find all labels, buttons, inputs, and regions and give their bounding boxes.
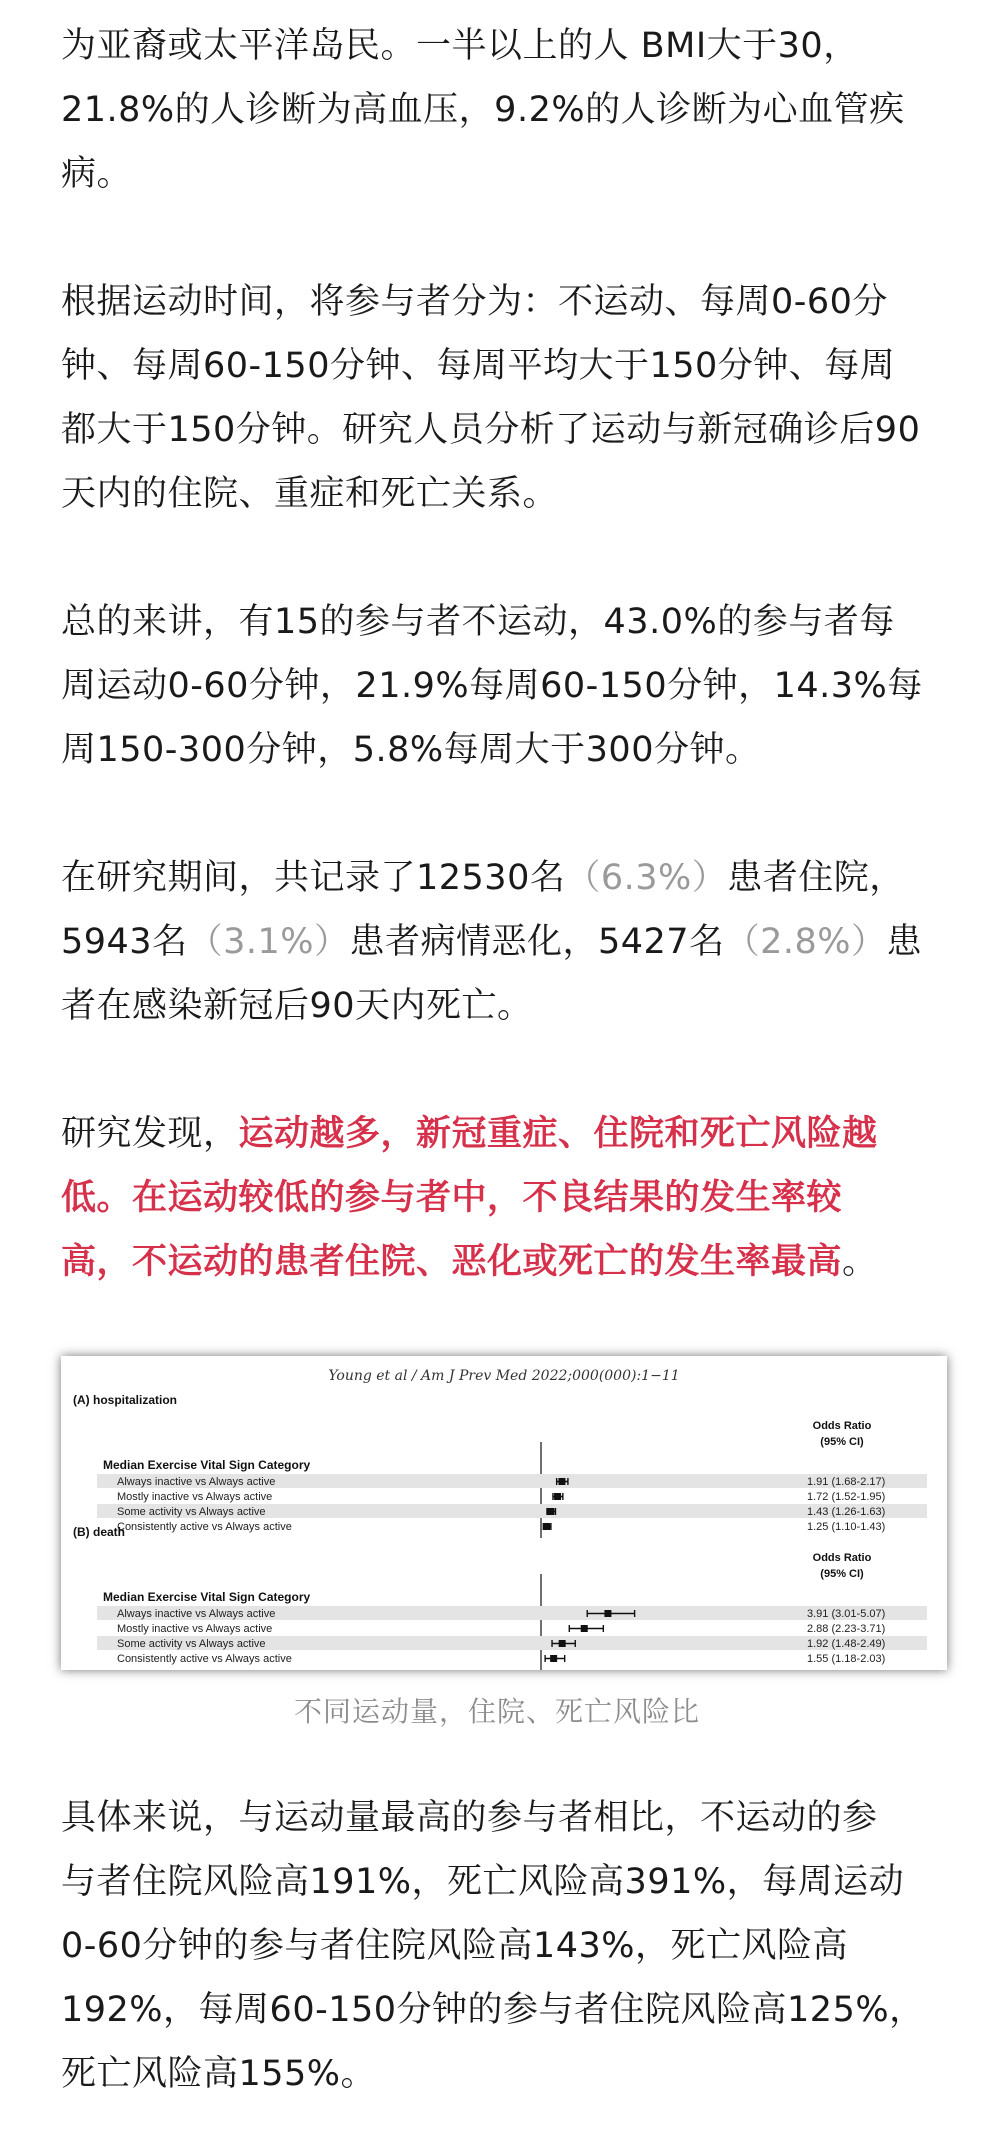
text-line: 死亡风险高155%。 [61, 2054, 377, 2094]
row-value: 1.72 (1.52-1.95) [807, 1491, 886, 1503]
odds-ratio-point [558, 1478, 565, 1485]
row-label: Always inactive vs Always active [117, 1476, 276, 1488]
row-value: 1.55 (1.18-2.03) [807, 1653, 886, 1665]
ci-label: (95% CI) [820, 1436, 864, 1448]
percent-note: （3.1%） [187, 922, 350, 962]
paragraph-demographics [61, 14, 946, 206]
highlight-text: 低。在运动较低的参与者中，不良结果的发生率较 [61, 1178, 843, 1218]
category-label: Median Exercise Vital Sign Category [103, 1458, 311, 1472]
text-line: 钟、每周60-150分钟、每周平均大于150分钟、每周 [61, 346, 896, 386]
text-line: 根据运动时间，将参与者分为：不运动、每周0-60分 [61, 282, 888, 322]
row-value: 1.91 (1.68-2.17) [807, 1476, 886, 1488]
text-line: 0-60分钟的参与者住院风险高143%，死亡风险高 [61, 1926, 848, 1966]
row-value: 2.88 (2.23-3.71) [807, 1623, 886, 1635]
text-line [61, 846, 946, 910]
text-line: 21.8%的人诊断为高血压，9.2%的人诊断为心血管疾 [61, 90, 905, 130]
row-value: 1.25 (1.10-1.43) [807, 1521, 886, 1533]
row-label: Mostly inactive vs Always active [117, 1623, 273, 1635]
row-label: Consistently active vs Always active [117, 1653, 292, 1665]
category-label: Median Exercise Vital Sign Category [103, 1590, 311, 1604]
panel-title: (B) death [73, 1525, 125, 1539]
text-segment: 在研究期间，共记录了12530名 [61, 858, 566, 898]
row-label: Some activity vs Always active [117, 1638, 266, 1650]
highlight-text: 运动越多，新冠重症、住院和死亡风险越 [238, 1114, 878, 1154]
row-label: Some activity vs Always active [117, 1506, 266, 1518]
text-line [61, 1102, 946, 1166]
text-line: 总的来讲，有15的参与者不运动，43.0%的参与者每 [61, 602, 895, 642]
row-label: Consistently active vs Always active [117, 1521, 292, 1533]
odds-ratio-point [547, 1508, 554, 1515]
forest-plot-figure[interactable] [61, 1356, 947, 1670]
text-line: 为亚裔或太平洋岛民。一半以上的人 BMI大于30， [61, 26, 859, 66]
percent-note: （6.3%） [565, 858, 728, 898]
row-label: Mostly inactive vs Always active [117, 1491, 273, 1503]
text-segment: 患者病情恶化，5427名 [349, 922, 725, 962]
text-line: 具体来说，与运动量最高的参与者相比，不运动的参 [61, 1798, 878, 1838]
text-line [61, 910, 946, 974]
text-line: 都大于150分钟。研究人员分析了运动与新冠确诊后90 [61, 410, 921, 450]
text-segment: 。 [842, 1242, 878, 1282]
text-line [61, 1230, 946, 1294]
odds-ratio-point [581, 1625, 588, 1632]
text-segment: 患 [886, 922, 923, 962]
text-segment: 患者住院， [727, 858, 905, 898]
odds-ratio-point [554, 1493, 561, 1500]
paragraph-grouping [61, 270, 946, 526]
odds-ratio-point [604, 1610, 611, 1617]
forest-plot [61, 1356, 947, 1670]
row-value: 3.91 (3.01-5.07) [807, 1608, 886, 1620]
ci-label: (95% CI) [820, 1568, 864, 1580]
odds-ratio-label: Odds Ratio [812, 1420, 872, 1432]
row-label: Always inactive vs Always active [117, 1608, 276, 1620]
text-line: 病。 [61, 154, 133, 194]
row-value: 1.43 (1.26-1.63) [807, 1506, 886, 1518]
highlight-text: 高，不运动的患者住院、恶化或死亡的发生率最高 [61, 1242, 843, 1282]
paragraph-distribution [61, 590, 946, 782]
paragraph-outcomes [61, 846, 946, 1038]
text-line: 192%，每周60-150分钟的参与者住院风险高125%， [61, 1990, 925, 2030]
figure-header: Young et al / Am J Prev Med 2022;000(000):1−11 [328, 1368, 680, 1384]
figure-caption: 不同运动量，住院、死亡风险比 [293, 1695, 700, 1728]
odds-ratio-point [550, 1655, 557, 1662]
paragraph-risk-details [61, 1786, 946, 2106]
row-value: 1.92 (1.48-2.49) [807, 1638, 886, 1650]
text-segment: 5943名 [61, 922, 188, 962]
text-line: 周150-300分钟，5.8%每周大于300分钟。 [61, 730, 761, 770]
text-line: 天内的住院、重症和死亡关系。 [61, 474, 559, 514]
text-line [61, 1166, 946, 1230]
odds-ratio-point [543, 1523, 550, 1530]
text-line: 与者住院风险高191%，死亡风险高391%，每周运动 [61, 1862, 905, 1902]
text-line: 周运动0-60分钟，21.9%每周60-150分钟，14.3%每 [61, 666, 923, 706]
paragraph-findings [61, 1102, 946, 1294]
odds-ratio-point [559, 1640, 566, 1647]
panel-title: (A) hospitalization [73, 1393, 177, 1407]
odds-ratio-label: Odds Ratio [812, 1552, 872, 1564]
text-segment: 研究发现， [61, 1114, 239, 1154]
percent-note: （2.8%） [724, 922, 887, 962]
text-line: 者在感染新冠后90天内死亡。 [61, 986, 533, 1026]
